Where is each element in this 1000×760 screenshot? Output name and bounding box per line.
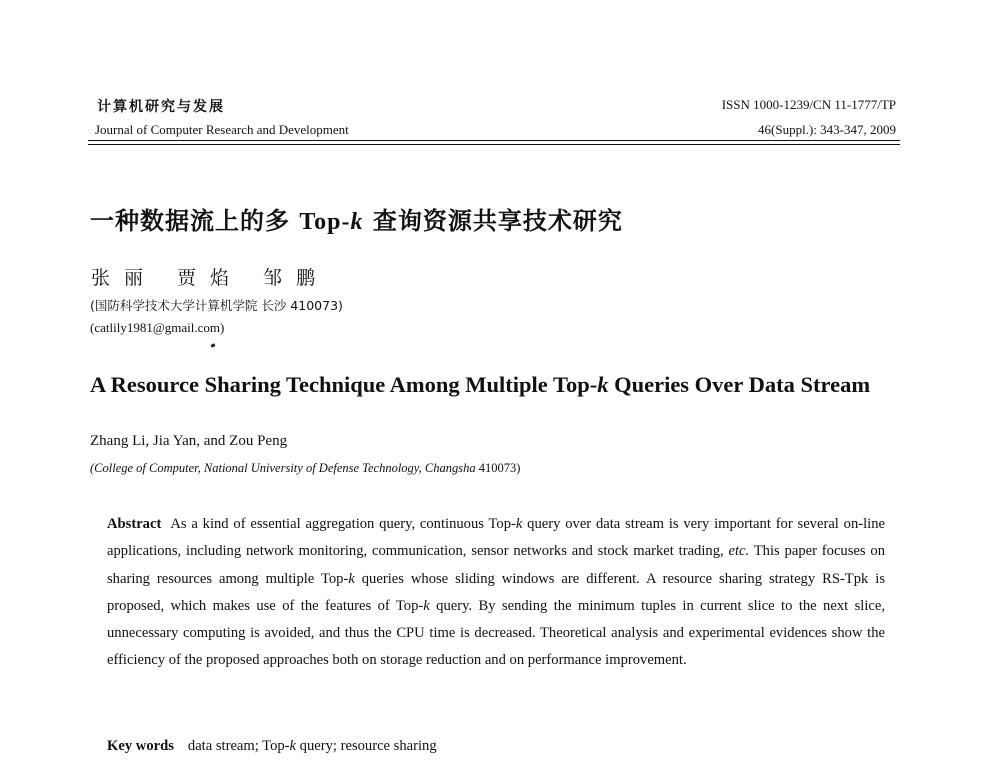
abstract-text: query over data stream is very important for several on-line applications, including network monitoring, communication, sensor networks and stock market trading, bbox=[107, 516, 886, 560]
issn: ISSN 1000-1239/CN 11-1777/TP bbox=[721, 97, 896, 112]
abstract-text: query. By sending the minimum tuples in current slice to the next slice, unnecessary computing is avoided, and thus the CPU time is decreased. Theoretical analysis and experimental evidences show the efficiency of the proposed approaches both on storage reduction and on performance improvement. bbox=[107, 597, 885, 669]
authors-cn: 张丽 贾焰 邹鹏 bbox=[91, 267, 330, 289]
affiliation-en-text: (College of Computer, National University of Defense Technology, Changsha bbox=[90, 461, 476, 475]
journal-name-cn: 计算机研究与发展 bbox=[97, 100, 225, 115]
stray-mark bbox=[211, 343, 216, 347]
header-rule-thin bbox=[88, 144, 900, 145]
abstract bbox=[107, 511, 885, 675]
affiliation-cn: (国防科学技术大学计算机学院 长沙 410073) bbox=[90, 298, 343, 313]
keywords-text: query; resource sharing bbox=[296, 738, 437, 754]
abstract-text: queries whose sliding windows are different. A resource sharing strategy RS-Tpk is proposed, which makes use of the features of Top- bbox=[107, 570, 885, 614]
affiliation-en-code: 410073) bbox=[475, 461, 521, 475]
keywords-label: Key words bbox=[107, 738, 174, 754]
author-email[interactable]: (catlily1981@gmail.com) bbox=[90, 320, 225, 335]
abstract-k: k bbox=[348, 570, 355, 587]
paper-title-cn bbox=[90, 201, 623, 236]
header-rule bbox=[88, 140, 900, 141]
title-cn-part: 查询资源共享技术研究 bbox=[363, 207, 623, 235]
abstract-k: k bbox=[423, 597, 430, 614]
title-en-part: Queries Over Data Stream bbox=[608, 372, 871, 397]
abstract-text: This paper focuses on sharing resources among multiple Top- bbox=[107, 543, 885, 587]
title-cn-topk: Top- bbox=[299, 209, 351, 235]
title-cn-part: 一种数据流上的多 bbox=[90, 207, 300, 235]
keywords bbox=[107, 738, 437, 755]
journal-name-en: Journal of Computer Research and Development bbox=[95, 122, 349, 137]
keywords-text: data stream; Top- bbox=[187, 738, 290, 754]
abstract-k: k bbox=[515, 516, 523, 532]
title-cn-k: k bbox=[350, 209, 364, 235]
title-en-k: k bbox=[597, 372, 609, 397]
affiliation-en bbox=[90, 461, 520, 476]
authors-en: Zhang Li, Jia Yan, and Zou Peng bbox=[90, 433, 288, 449]
abstract-text: As a kind of essential aggregation query, continuous Top- bbox=[170, 516, 516, 532]
abstract-etc: etc. bbox=[728, 543, 750, 560]
abstract-label: Abstract bbox=[107, 516, 162, 532]
volume-pages: 46(Suppl.): 343-347, 2009 bbox=[758, 122, 896, 137]
title-en-part: A Resource Sharing Technique Among Multiple Top- bbox=[90, 372, 598, 397]
paper-title-en bbox=[90, 372, 870, 398]
keywords-k: k bbox=[289, 738, 297, 754]
